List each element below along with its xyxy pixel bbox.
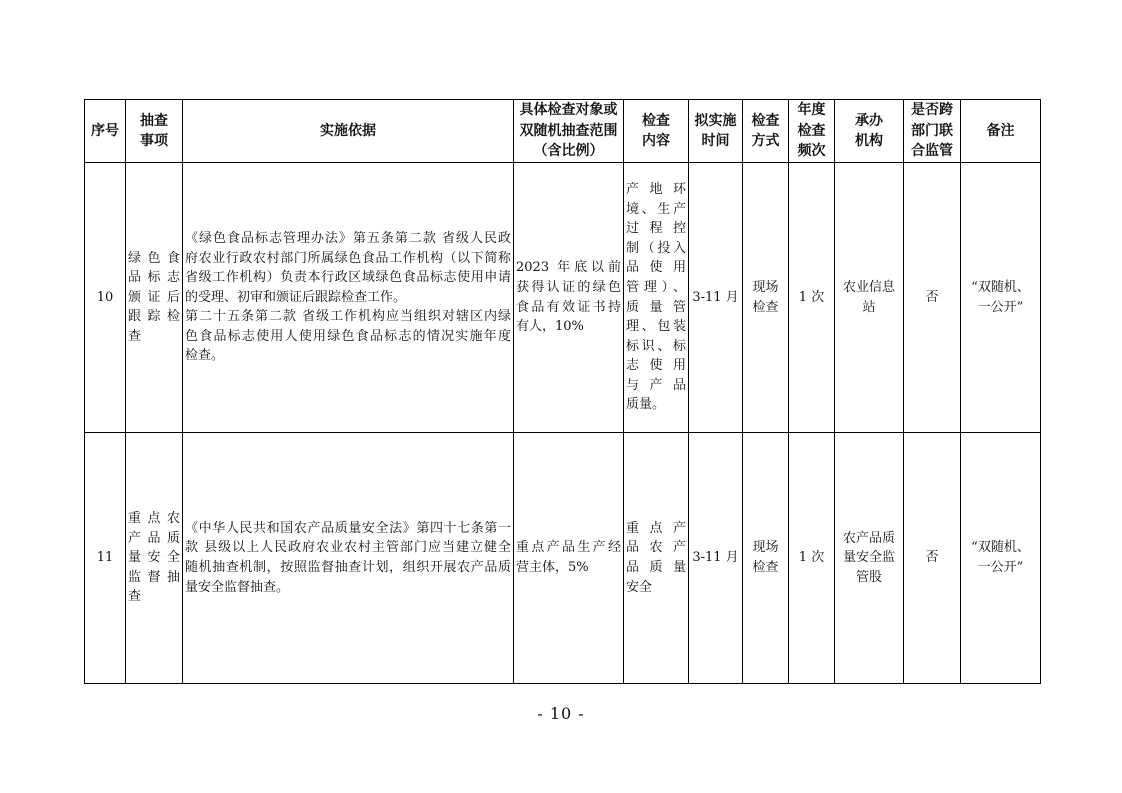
header-method [743,100,789,163]
cell-method-line: 现场 [752,540,779,556]
cell-agency-line: 农业信息 [842,279,895,295]
cell-scope [514,433,624,684]
basis-line: 《中华人民共和国农产品质量安全法》第四十七条第一 [185,520,511,536]
header-item [126,100,183,163]
basis-line: 府农业行政农村部门所属绿色食品工作机构（以下简称 [185,250,511,266]
basis-line: 省级工作机构）负责本行政区域绿色食品标志使用申请 [185,270,511,286]
header-scope-line: 具体检查对象或 [519,102,618,119]
cell-item-line: 颁证后 [128,289,180,305]
cell-frequency: 1 次 [789,163,835,433]
cell-remark [961,433,1041,684]
cell-content-line: 过程控 [626,221,686,237]
cell-joint: 否 [904,433,961,684]
header-frequency [789,100,835,163]
table-row [85,433,1041,684]
cell-content-line: 制（投入 [626,240,686,256]
cell-remark-line: “双随机、 [971,540,1030,556]
cell-content-line: 标识、标 [626,338,686,354]
header-joint-line: 合监管 [911,143,953,160]
cell-remark-line: 一公开” [977,299,1024,315]
cell-method [743,433,789,684]
cell-agency-line: 农产品质 [842,530,895,546]
basis-paragraph [185,307,511,366]
header-item-line: 抽查 [140,112,168,129]
basis-line: 检查。 [185,348,225,364]
cell-content-line: 品农产 [626,540,686,556]
cell-content-line: 品质量 [626,560,686,575]
cell-method-line: 检查 [752,299,779,315]
cell-scope-line: 营主体，5% [516,560,589,575]
page-number: - 10 - [537,704,585,723]
basis-line: 的受理、初审和颁证后跟踪检查工作。 [185,289,407,305]
cell-content-line: 质量管 [626,299,686,315]
basis-line: 《绿色食品标志管理办法》第五条第二款 省级人民政 [185,230,511,246]
header-time-line: 拟实施 [694,112,737,129]
header-frequency-line: 频次 [797,143,826,160]
cell-item-line: 品标志 [128,270,180,286]
cell-scope-line: 重点产品生产经 [516,540,621,556]
cell-remark-line: “双随机、 [971,279,1030,295]
cell-method [743,163,789,433]
cell-item-line: 重点农 [128,511,180,527]
header-row [85,100,1041,163]
cell-joint: 否 [904,163,961,433]
cell-frequency: 1 次 [789,433,835,684]
cell-item-line: 绿色食 [128,250,180,266]
cell-agency-line: 量安全监 [842,550,895,566]
table-row [85,163,1041,433]
header-agency-line: 承办 [855,112,883,129]
header-joint-line: 是否跨 [911,102,953,119]
cell-basis [183,433,514,684]
cell-content-line: 理、包装 [626,319,686,335]
cell-item-line: 量安全 [128,550,180,566]
cell-basis [183,163,514,433]
header-agency [835,100,904,163]
cell-item [126,433,183,684]
basis-line: 量安全监督抽查。 [185,579,290,595]
cell-scope-line: 有人，10% [516,319,584,335]
cell-item-line: 监督抽 [128,569,180,585]
header-basis: 实施依据 [183,100,514,163]
cell-method-line: 检查 [752,560,779,575]
cell-agency-line: 站 [862,299,876,315]
cell-time: 3-11 月 [689,163,743,433]
basis-line: 随机抽查机制，按照监督抽查计划，组织开展农产品质 [185,560,511,575]
cell-item-line: 产品质 [128,530,180,546]
header-scope-line: 双随机抽查范围 [519,122,618,139]
cell-content-line: 安全 [626,579,653,595]
header-content [624,100,689,163]
header-scope [514,100,624,163]
cell-content [624,163,689,433]
header-joint-line: 部门联 [911,122,953,139]
basis-line: 第二十五条第二款 省级工作机构应当组织对辖区内绿 [185,309,511,325]
basis-line: 款 县级以上人民政府农业农村主管部门应当建立健全 [185,540,511,556]
cell-content-line: 管理）、 [626,279,686,295]
cell-agency [835,433,904,684]
cell-seq: 10 [85,163,126,433]
basis-paragraph [185,519,511,597]
cell-item-line: 查 [128,589,142,605]
header-scope-line: （含比例） [533,143,604,160]
cell-content-line: 重点产 [626,520,686,536]
header-frequency-line: 年度 [797,102,826,119]
header-joint [904,100,961,163]
cell-method-line: 现场 [752,279,779,295]
header-time-line: 时间 [701,133,730,149]
basis-line: 色食品标志使用人使用绿色食品标志的情况实施年度 [185,328,511,344]
header-method-line: 检查 [751,112,780,129]
cell-content-line: 品使用 [626,260,686,276]
cell-agency [835,163,904,433]
basis-paragraph [185,229,511,307]
cell-content-line: 境、生产 [626,201,686,217]
header-seq: 序号 [85,100,126,163]
cell-item [126,163,183,433]
cell-content-line: 志使用 [626,358,686,374]
cell-content-line: 与产品 [626,377,686,393]
cell-scope-line: 获得认证的绿色 [516,279,621,295]
header-time [689,100,743,163]
cell-item-line: 查 [128,328,142,344]
header-agency-line: 机构 [855,133,883,149]
cell-content-line: 质量。 [626,397,666,413]
cell-item-line: 跟踪检 [128,309,180,325]
cell-content-line: 产地环 [626,181,686,197]
cell-scope [514,163,624,433]
cell-remark-line: 一公开” [977,560,1024,575]
header-remark: 备注 [961,100,1041,163]
header-item-line: 事项 [140,133,168,149]
header-method-line: 方式 [751,133,780,149]
cell-seq: 11 [85,433,126,684]
cell-remark [961,163,1041,433]
cell-scope-line: 食品有效证书持 [516,299,621,315]
inspection-table [84,99,1041,684]
cell-time: 3-11 月 [689,433,743,684]
header-content-line: 内容 [642,133,670,149]
cell-content [624,433,689,684]
header-frequency-line: 检查 [797,122,826,139]
cell-scope-line: 2023 年底以前 [516,260,621,276]
header-content-line: 检查 [642,112,670,129]
cell-agency-line: 管股 [855,569,882,585]
